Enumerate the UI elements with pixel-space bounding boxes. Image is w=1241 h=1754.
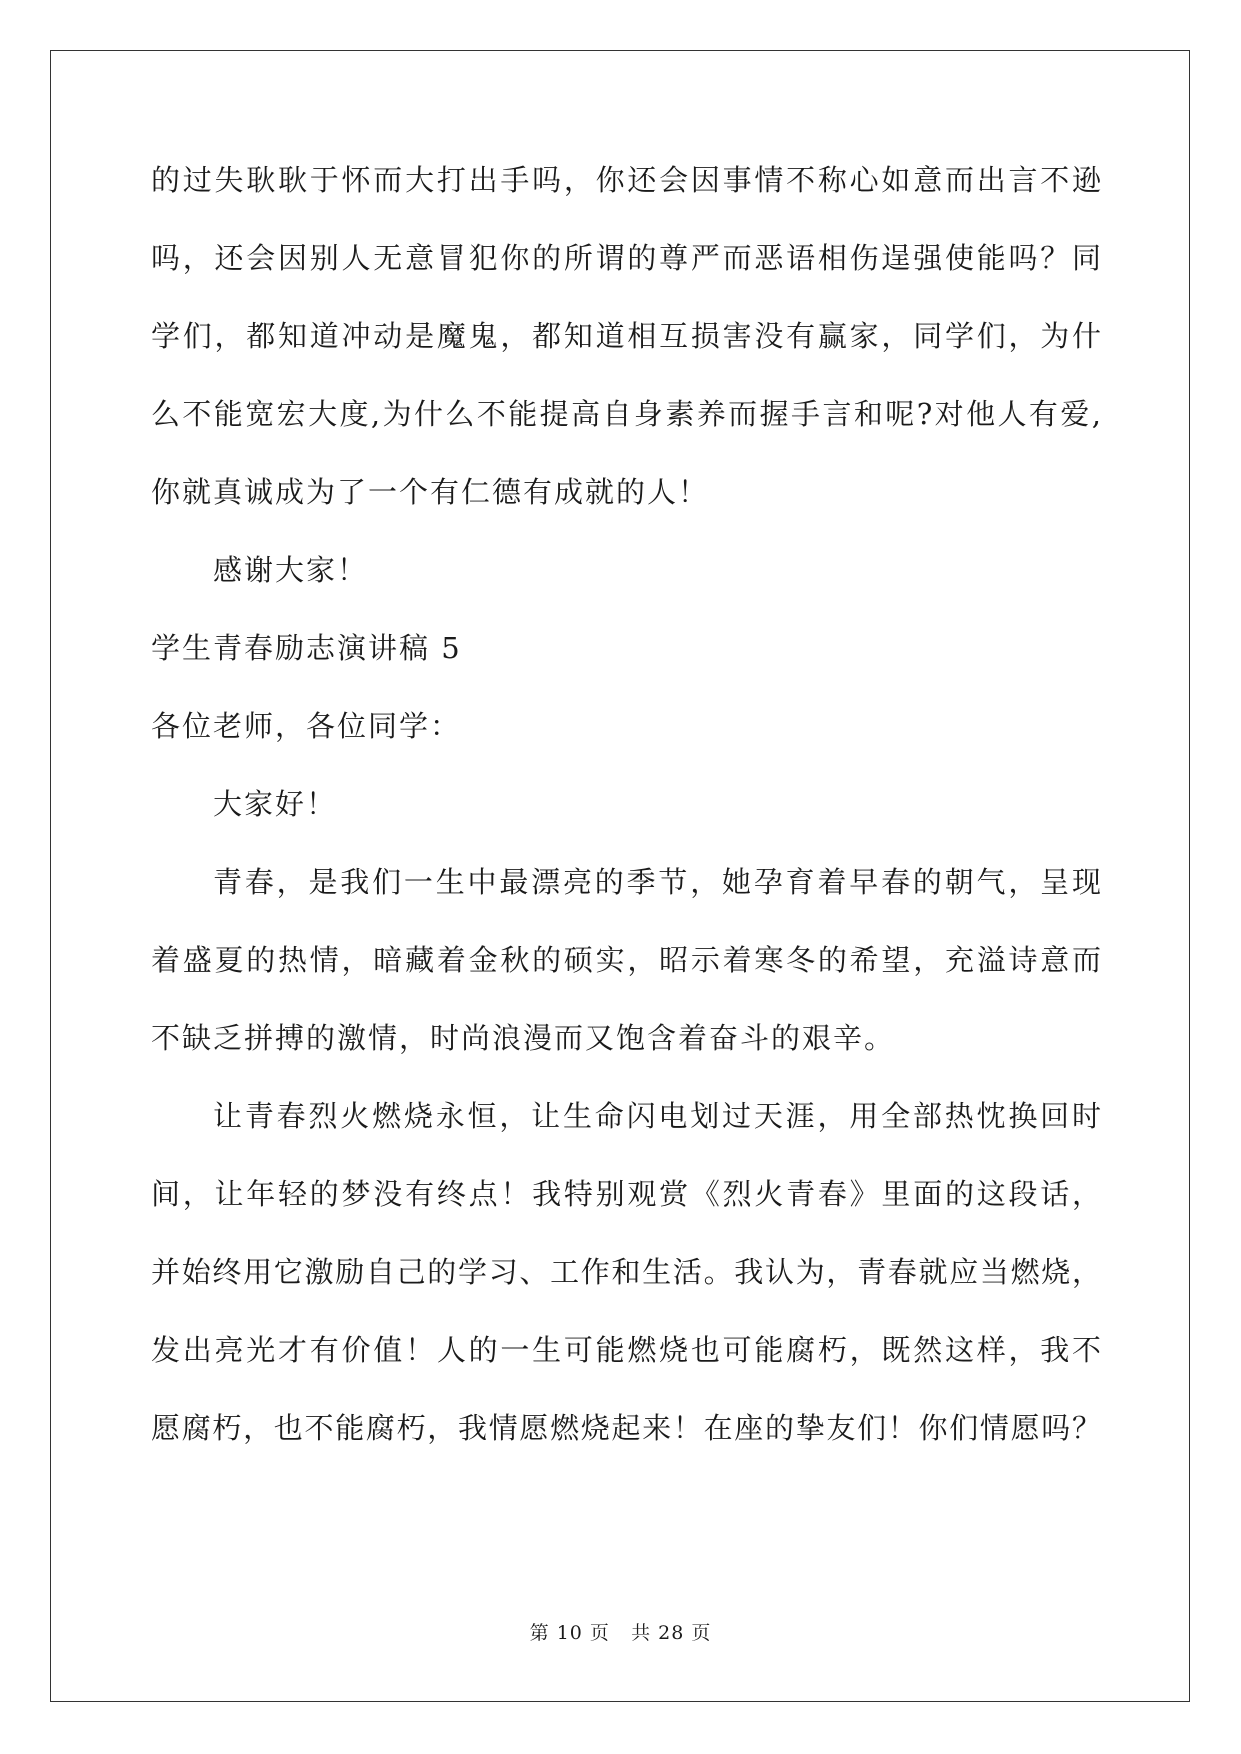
paragraph-line: 吗，还会因别人无意冒犯你的所谓的尊严而恶语相伤逞强使能吗？同 <box>151 241 1101 275</box>
page-total: 共 28 页 <box>631 1622 712 1644</box>
paragraph-line: 你就真诚成为了一个有仁德有成就的人！ <box>151 475 710 509</box>
paragraph-line: 着盛夏的热情，暗藏着金秋的硕实，昭示着寒冬的希望，充溢诗意而 <box>151 943 1101 977</box>
page-footer <box>0 1621 1241 1645</box>
paragraph-line: 让青春烈火燃烧永恒，让生命闪电划过天涯，用全部热忱换回时 <box>213 1099 1101 1133</box>
greeting: 大家好！ <box>213 787 338 821</box>
paragraph-line: 学们，都知道冲动是魔鬼，都知道相互损害没有赢家，同学们，为什 <box>151 319 1101 353</box>
section-title: 学生青春励志演讲稿 5 <box>151 631 462 665</box>
paragraph-line: 么不能宽宏大度,为什么不能提高自身素养而握手言和呢?对他人有爱, <box>151 397 1101 431</box>
paragraph-line: 发出亮光才有价值！人的一生可能燃烧也可能腐朽，既然这样，我不 <box>151 1333 1101 1367</box>
paragraph-line: 青春，是我们一生中最漂亮的季节，她孕育着早春的朝气，呈现 <box>213 865 1101 899</box>
paragraph-line: 不缺乏拼搏的激情，时尚浪漫而又饱含着奋斗的艰辛。 <box>151 1021 896 1055</box>
closing-thanks: 感谢大家！ <box>213 553 369 587</box>
paragraph-line: 愿腐朽，也不能腐朽，我情愿燃烧起来！在座的挚友们！你们情愿吗？ <box>151 1411 1101 1445</box>
salutation: 各位老师，各位同学： <box>151 709 462 743</box>
document-body <box>151 160 1101 1486</box>
paragraph-line: 的过失耿耿于怀而大打出手吗，你还会因事情不称心如意而出言不逊 <box>151 163 1101 197</box>
paragraph-line: 间，让年轻的梦没有终点！我特别观赏《烈火青春》里面的这段话， <box>151 1177 1101 1211</box>
paragraph-line: 并始终用它激励自己的学习、工作和生活。我认为，青春就应当燃烧， <box>151 1255 1101 1289</box>
page-number: 第 10 页 <box>529 1622 610 1644</box>
